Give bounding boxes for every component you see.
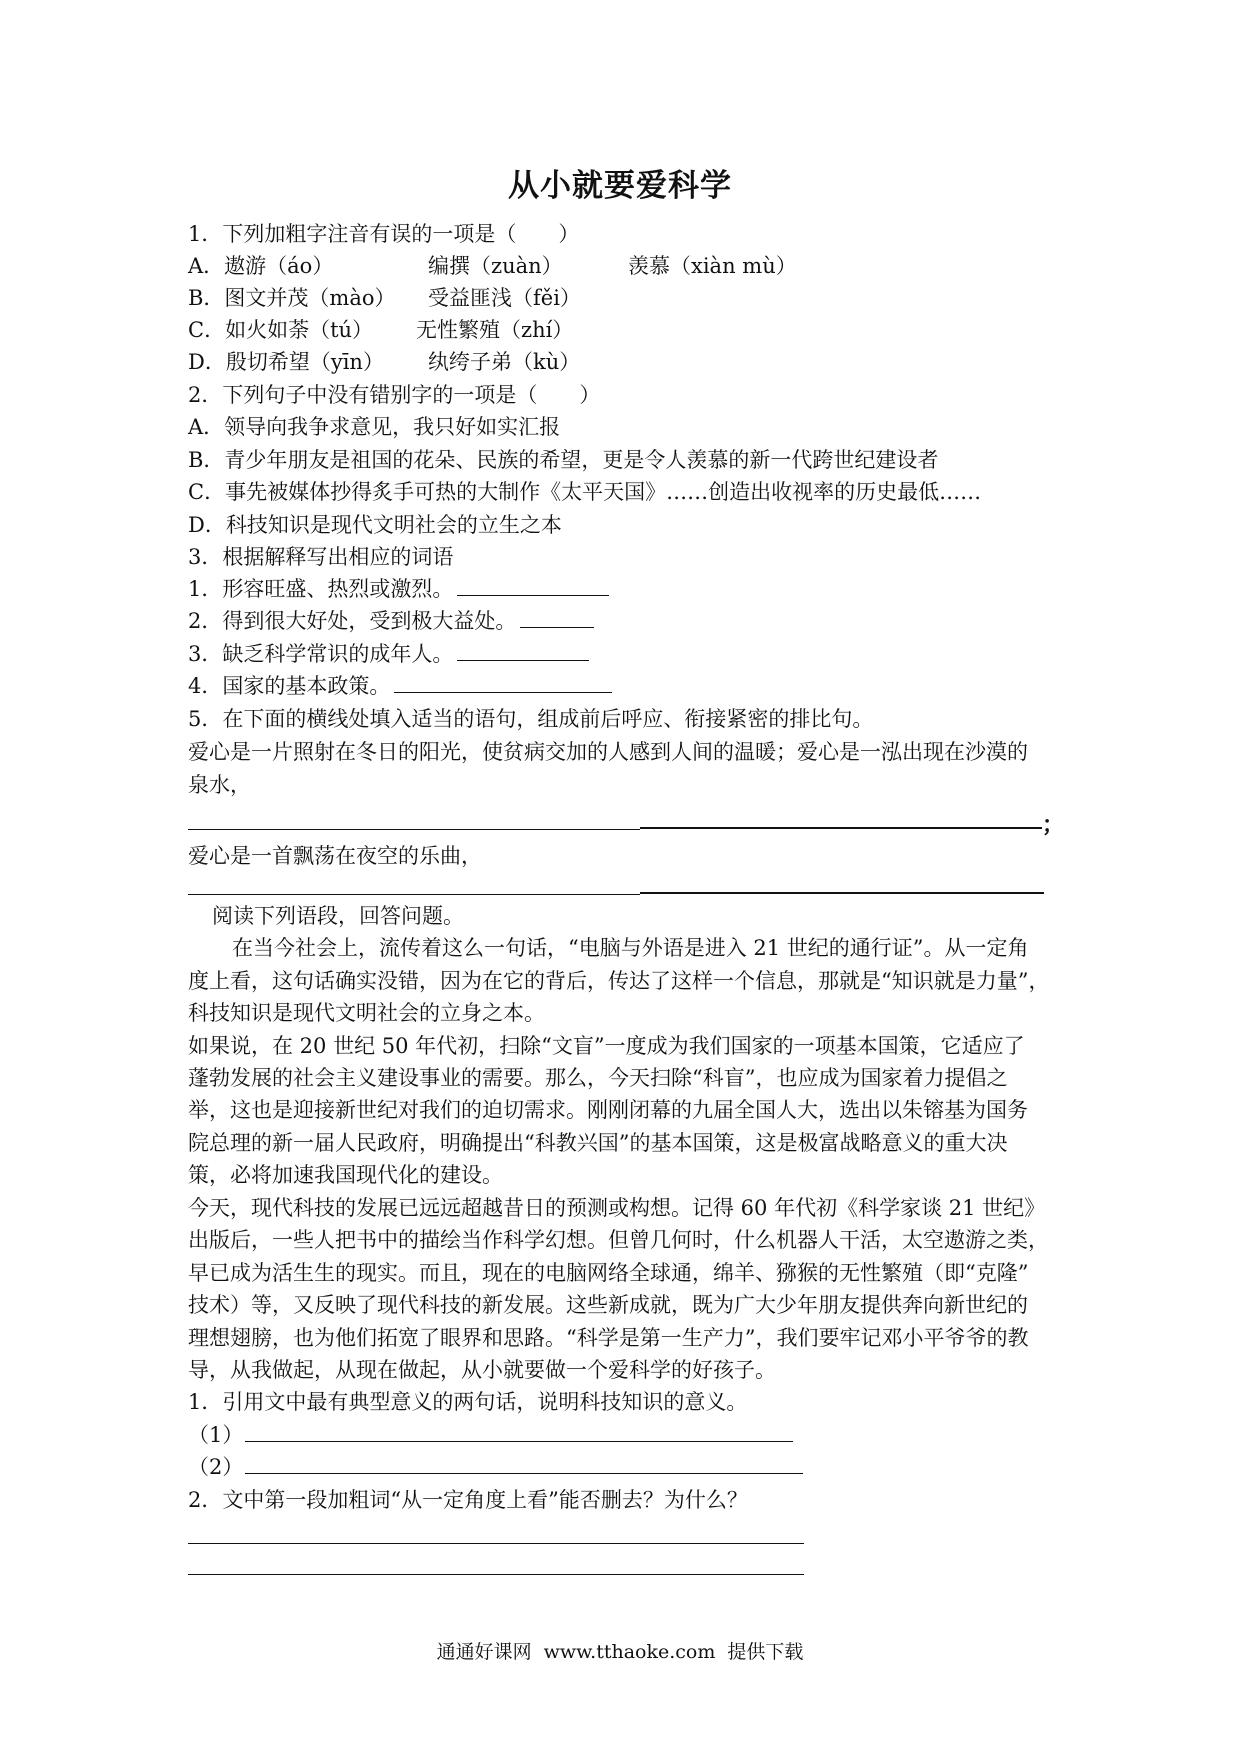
q3-item-2-answer-blank[interactable] [520,607,594,628]
passage-line-11: 早已成为活生生的现实。而且，现在的电脑网络全球通，绵羊、猕猴的无性繁殖（即“克隆” [188,1261,1029,1285]
q1-option-b [188,284,581,312]
q1-c-part1: C．如火如荼（tú） [188,318,374,342]
q3-item-1-text: 1．形容旺盛、热烈或激烈。 [188,577,454,601]
passage-line-10: 出版后，一些人把书中的描绘当作科学幻想。但曾几何时，什么机器人干活，太空遨游之类， [188,1228,1049,1252]
passage-line-7: 院总理的新一届人民政府，明确提出“科教兴国”的基本国策，这是极富战略意义的重大决 [188,1131,1008,1155]
q5-semicolon: ； [1042,812,1065,838]
reading-q1-answer-2-blank[interactable] [245,1453,803,1474]
q1-option-d [188,348,580,376]
q5-line-1: 爱心是一片照射在冬日的阳光，使贫病交加的人感到人间的温暖；爱心是一泓出现在沙漠的 [188,740,1028,764]
q3-item-2 [188,607,594,635]
q1-c-part2: 无性繁殖（zhí） [416,318,574,342]
passage-line-5: 蓬勃发展的社会主义建设事业的需要。那么，今天扫除“科盲”，也应成为国家着力提倡之 [188,1066,1008,1090]
q2-option-b: B．青少年朋友是祖国的花朵、民族的希望，更是令人羡慕的新一代跨世纪建设者 [188,448,939,472]
q5-stem: 5．在下面的横线处填入适当的语句，组成前后呼应、衔接紧密的排比句。 [188,707,874,731]
q1-a-part3: 羡慕（xiàn mù） [628,254,797,278]
reading-q1-stem: 1．引用文中最有典型意义的两句话，说明科技知识的意义。 [188,1390,748,1414]
q3-item-3 [188,640,589,668]
reading-q2-stem: 2．文中第一段加粗词“从一定角度上看”能否删去？为什么？ [188,1488,748,1512]
passage-line-4: 如果说，在 20 世纪 50 年代初，扫除“文盲”一度成为我们国家的一项基本国策，它适应了 [188,1034,1025,1058]
q5-answer-line-1a[interactable] [188,829,640,830]
passage-line-9: 今天，现代科技的发展已远远超越昔日的预测或构想。记得 60 年代初《科学家谈 21 世纪》 [188,1196,1046,1220]
passage-line-2: 度上看，这句话确实没错，因为在它的背后，传达了这样一个信息，那就是“知识就是力量”， [188,969,1050,993]
q1-stem: 1．下列加粗字注音有误的一项是（ ） [188,222,580,246]
q5-line-3: 爱心是一首飘荡在夜空的乐曲， [188,844,482,868]
passage-line-3: 科技知识是现代文明社会的立身之本。 [188,1001,545,1025]
reading-q1-answer-1 [188,1421,793,1449]
page-title: 从小就要爱科学 [508,168,732,204]
q1-d-part1: D．殷切希望（yīn） [188,350,384,374]
q1-option-a [188,252,797,280]
reading-q1-label-2: （2） [188,1455,244,1479]
q1-a-part1: A．遨游（áo） [188,254,334,278]
q5-line-2: 泉水， [188,773,251,797]
q3-item-3-answer-blank[interactable] [457,640,589,661]
q2-option-d: D．科技知识是现代文明社会的立生之本 [188,513,562,537]
footer-site-name: 通通好课网 [436,1641,532,1663]
passage-line-12: 技术）等，又反映了现代科技的新发展。这些新成就，既为广大少年朋友提供奔向新世纪的 [188,1293,1028,1317]
passage-line-6: 举，这也是迎接新世纪对我们的迫切需求。刚刚闭幕的九届全国人大，选出以朱镕基为国务 [188,1098,1028,1122]
reading-q1-label-1: （1） [188,1423,244,1447]
q1-b-part2: 受益匪浅（fěi） [428,286,581,310]
q1-b-part1: B．图文并茂（mào） [188,286,396,310]
q2-option-c: C．事先被媒体抄得炙手可热的大制作《太平天国》……创造出收视率的历史最低…… [188,480,982,504]
q3-item-1 [188,575,609,603]
q3-item-3-text: 3．缺乏科学常识的成年人。 [188,642,454,666]
q3-item-4 [188,672,612,700]
passage-line-1: 在当今社会上，流传着这么一句话，“电脑与外语是进入 21 世纪的通行证”。从一定角 [232,936,1029,960]
q3-item-1-answer-blank[interactable] [457,575,609,596]
passage-line-8: 策，必将加速我国现代化的建设。 [188,1163,503,1187]
q1-option-c [188,316,573,344]
reading-q1-answer-2 [188,1453,803,1481]
page-footer [0,1637,1240,1664]
passage-line-14: 导，从我做起，从现在做起，从小就要做一个爱科学的好孩子。 [188,1358,776,1382]
q2-stem: 2．下列句子中没有错别字的一项是（ ） [188,383,601,407]
q5-answer-line-2a[interactable] [188,894,640,895]
q5-answer-line-2b[interactable] [640,892,1044,894]
q5-answer-line-1b[interactable] [640,827,1042,829]
passage-line-13: 理想翅膀，也为他们拓宽了眼界和思路。“科学是第一生产力”，我们要牢记邓小平爷爷的教 [188,1326,1029,1350]
reading-q1-answer-1-blank[interactable] [245,1421,793,1442]
footer-suffix: 提供下载 [727,1641,804,1663]
reading-q2-answer-line-2[interactable] [188,1574,804,1575]
q3-item-4-answer-blank[interactable] [394,672,612,693]
q1-d-part2: 纨绔子弟（kù） [428,350,581,374]
reading-q2-answer-line-1[interactable] [188,1543,804,1544]
q3-stem: 3．根据解释写出相应的词语 [188,545,454,569]
q2-option-a: A．领导向我争求意见，我只好如实汇报 [188,415,561,439]
footer-url[interactable]: www.tthaoke.com [543,1641,716,1663]
q3-item-4-text: 4．国家的基本政策。 [188,674,391,698]
q1-a-part2: 编撰（zuàn） [428,254,563,278]
q3-item-2-text: 2．得到很大好处，受到极大益处。 [188,609,517,633]
reading-intro: 阅读下列语段，回答问题。 [212,904,464,928]
